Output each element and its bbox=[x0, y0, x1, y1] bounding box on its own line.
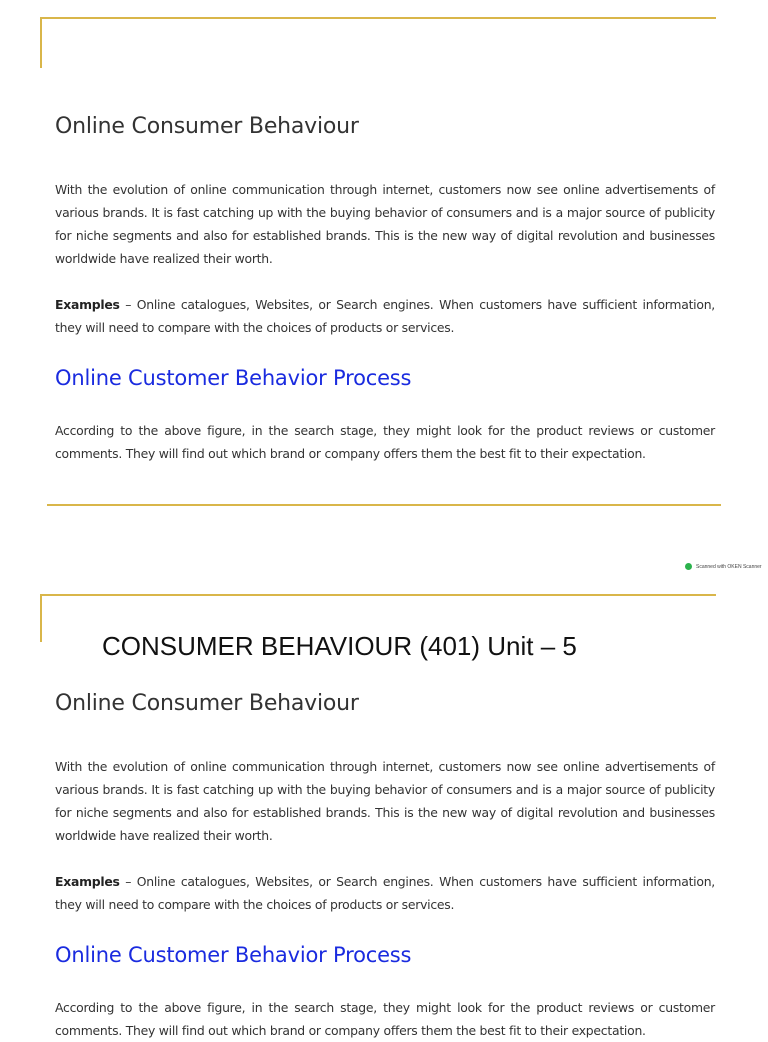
intro-paragraph: With the evolution of online communication through internet, customers now see online advertisements of various brands. It is fast catching up with the buying behavior of consumers and is a major source of publicity for niche segments and also for established brands. This is the new way of digital revolution and businesses worldwide have realized their worth. bbox=[55, 182, 715, 266]
scanner-watermark-text: Scanned with OKEN Scanner bbox=[696, 563, 762, 570]
section-subheading: Online Customer Behavior Process bbox=[55, 366, 412, 390]
examples-label: Examples bbox=[55, 874, 120, 889]
page-heading: Online Consumer Behaviour bbox=[55, 114, 359, 139]
left-border-line bbox=[40, 17, 42, 68]
process-paragraph: According to the above figure, in the search stage, they might look for the product reviews or customer comments. They will find out which brand or company offers them the best fit to their expectation. bbox=[55, 1000, 715, 1038]
top-border-line bbox=[40, 594, 716, 596]
left-border-line bbox=[40, 594, 42, 642]
section-subheading: Online Customer Behavior Process bbox=[55, 943, 412, 967]
examples-paragraph bbox=[55, 870, 715, 916]
examples-paragraph bbox=[55, 293, 715, 339]
process-paragraph: According to the above figure, in the search stage, they might look for the product reviews or customer comments. They will find out which brand or company offers them the best fit to their expectation. bbox=[55, 423, 715, 461]
scanner-logo-icon bbox=[685, 563, 692, 570]
examples-label: Examples bbox=[55, 297, 120, 312]
bottom-border-line bbox=[47, 504, 721, 506]
unit-title: CONSUMER BEHAVIOUR (401) Unit – 5 bbox=[102, 631, 577, 661]
examples-text: – Online catalogues, Websites, or Search engines. When customers have sufficient information, they will need to compare with the choices of products or services. bbox=[55, 874, 715, 912]
slide-2 bbox=[0, 577, 768, 1038]
scanner-watermark bbox=[685, 563, 762, 570]
page-heading: Online Consumer Behaviour bbox=[55, 691, 359, 716]
intro-paragraph: With the evolution of online communication through internet, customers now see online advertisements of various brands. It is fast catching up with the buying behavior of consumers and is a major source of publicity for niche segments and also for established brands. This is the new way of digital revolution and businesses worldwide have realized their worth. bbox=[55, 759, 715, 843]
top-border-line bbox=[40, 17, 716, 19]
examples-text: – Online catalogues, Websites, or Search engines. When customers have sufficient information, they will need to compare with the choices of products or services. bbox=[55, 297, 715, 335]
